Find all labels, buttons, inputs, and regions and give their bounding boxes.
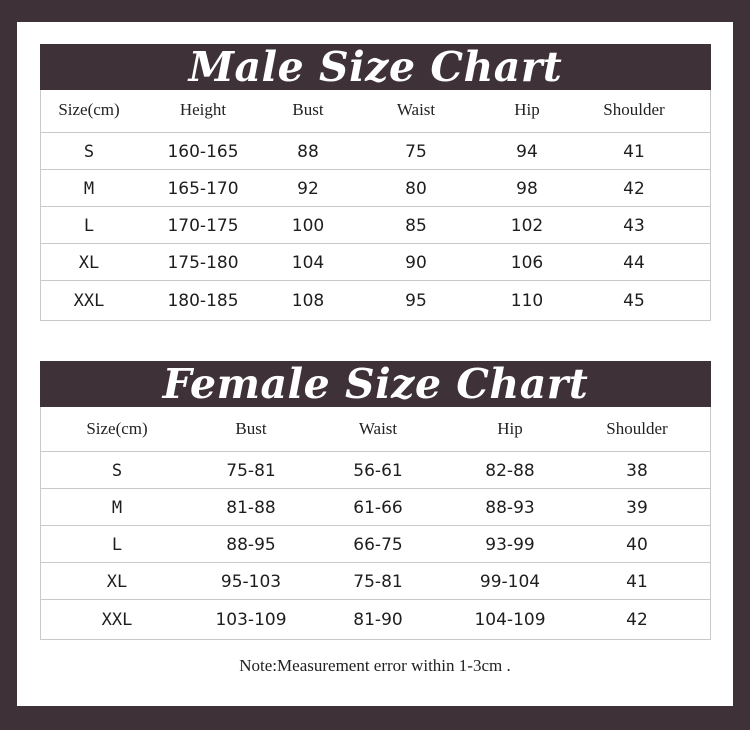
table-cell: 90	[405, 253, 427, 273]
table-cell: 42	[626, 610, 648, 630]
table-cell: 66-75	[353, 535, 403, 555]
table-cell: 95-103	[220, 572, 282, 592]
size-label: M	[111, 498, 123, 518]
table-cell: 42	[623, 179, 645, 199]
table-cell: 56-61	[353, 461, 403, 481]
table-cell: 110	[510, 291, 544, 311]
column-header: Waist	[396, 100, 436, 119]
table-cell: 43	[623, 216, 645, 236]
column-header: Height	[179, 100, 227, 119]
table-cell: 94	[516, 142, 538, 162]
column-header: Bust	[292, 100, 324, 119]
size-label: XXL	[101, 610, 133, 630]
column-header: Shoulder	[606, 419, 668, 438]
table-cell: 106	[510, 253, 544, 273]
table-cell: 165-170	[167, 179, 239, 199]
table-cell: 75	[405, 142, 427, 162]
table-cell: 81-88	[226, 498, 276, 518]
table-cell: 92	[297, 179, 319, 199]
table-row	[41, 280, 710, 320]
table-header-row	[41, 407, 710, 451]
table-cell: 82-88	[485, 461, 535, 481]
size-label: M	[83, 179, 95, 199]
column-header: Size(cm)	[58, 100, 120, 119]
table-row	[41, 206, 710, 243]
size-label: S	[111, 461, 123, 481]
table-cell: 39	[626, 498, 648, 518]
table-cell: 88-93	[485, 498, 535, 518]
table-cell: 41	[626, 572, 648, 592]
table-row	[41, 169, 710, 206]
table-cell: 108	[291, 291, 325, 311]
table-header-row	[41, 90, 710, 132]
table-cell: 88	[297, 142, 319, 162]
table-cell: 61-66	[353, 498, 403, 518]
female-size-table	[40, 407, 711, 640]
table-cell: 104	[291, 253, 325, 273]
table-cell: 160-165	[167, 142, 239, 162]
size-label: XL	[78, 253, 100, 273]
size-label: S	[83, 142, 95, 162]
table-row	[41, 451, 710, 488]
table-cell: 102	[510, 216, 544, 236]
table-row	[41, 488, 710, 525]
male-chart-title: Male Size Chart	[40, 44, 711, 90]
table-cell: 38	[626, 461, 648, 481]
column-header: Bust	[235, 419, 267, 438]
table-cell: 75-81	[353, 572, 403, 592]
column-header: Waist	[358, 419, 398, 438]
table-cell: 175-180	[167, 253, 239, 273]
column-header: Hip	[514, 100, 540, 119]
table-cell: 75-81	[226, 461, 276, 481]
table-cell: 95	[405, 291, 427, 311]
table-cell: 98	[516, 179, 538, 199]
table-row	[41, 599, 710, 639]
table-row	[41, 243, 710, 280]
table-row	[41, 132, 710, 169]
measurement-note: Note:Measurement error within 1-3cm .	[239, 656, 511, 675]
table-cell: 170-175	[167, 216, 239, 236]
table-cell: 45	[623, 291, 645, 311]
table-cell: 103-109	[215, 610, 287, 630]
size-chart-card	[17, 22, 733, 706]
table-cell: 93-99	[485, 535, 535, 555]
table-cell: 41	[623, 142, 645, 162]
table-cell: 180-185	[167, 291, 239, 311]
table-cell: 100	[291, 216, 325, 236]
size-label: L	[83, 216, 95, 236]
table-cell: 104-109	[474, 610, 546, 630]
column-header: Size(cm)	[86, 419, 148, 438]
table-row	[41, 525, 710, 562]
table-row	[41, 562, 710, 599]
size-label: L	[111, 535, 123, 555]
table-cell: 40	[626, 535, 648, 555]
table-cell: 44	[623, 253, 645, 273]
table-cell: 88-95	[226, 535, 276, 555]
size-label: XXL	[73, 291, 105, 311]
table-cell: 99-104	[479, 572, 541, 592]
size-label: XL	[106, 572, 128, 592]
column-header: Hip	[497, 419, 523, 438]
table-cell: 80	[405, 179, 427, 199]
female-chart-title: Female Size Chart	[40, 361, 711, 407]
table-cell: 85	[405, 216, 427, 236]
column-header: Shoulder	[603, 100, 665, 119]
male-size-table	[40, 90, 711, 321]
table-cell: 81-90	[353, 610, 403, 630]
